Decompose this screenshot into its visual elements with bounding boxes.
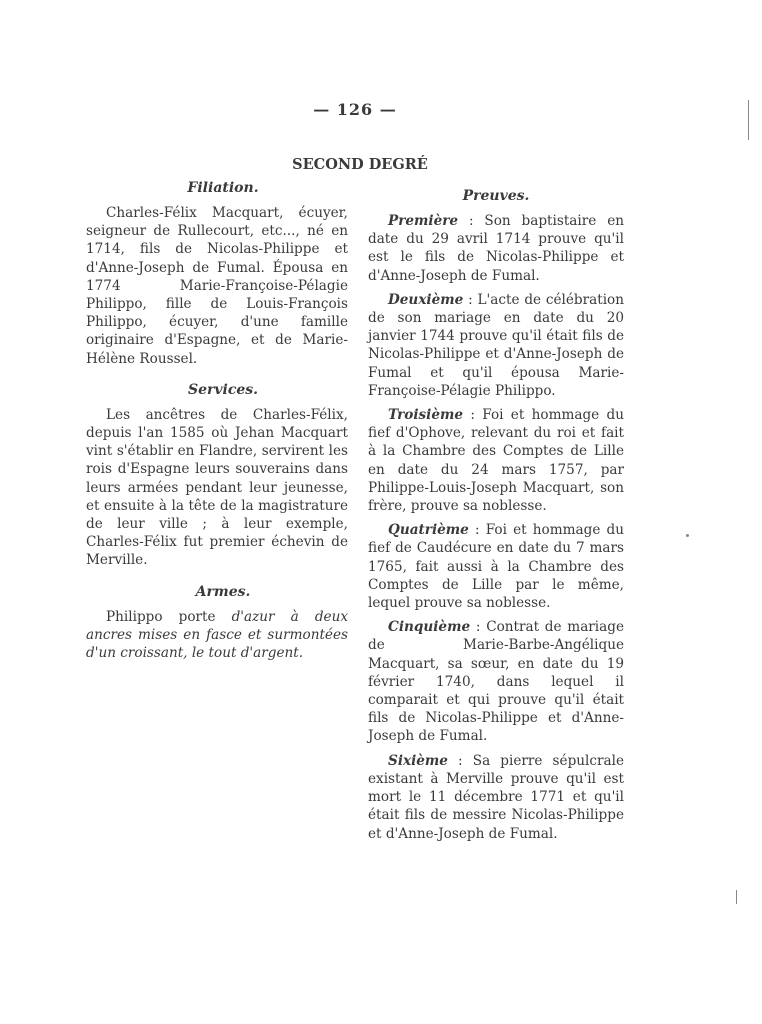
right-column (368, 186, 624, 843)
filiation-heading: Filiation. (187, 180, 259, 196)
proof-lead: Deuxième (388, 291, 464, 308)
left-column (86, 178, 348, 662)
services-text: Les ancêtres de Charles-Félix, depuis l'an 1585 où Jehan Macquart vint s'établir en Flandre, servirent les rois d'Espagne leurs souverains dans leurs armées pendant leur jeunesse, et ensuite à la tête de la magistrature de leur ville ; à leur exemple, Charles-Félix fut premier échevin de Merville. (86, 406, 348, 569)
armes-text (86, 608, 348, 663)
preuves-heading: Preuves. (462, 188, 530, 204)
proof-lead: Troisième (388, 407, 464, 424)
scan-mark (748, 100, 749, 140)
proof-text: : Foi et hommage du fief de Caudécure en date du 7 mars 1765, fait aussi à la Chambre des Comptes de Lille par le même, lequel prouve sa noblesse. (368, 522, 624, 612)
proof-lead: Quatrième (388, 522, 469, 539)
proof-lead: Première (388, 213, 459, 229)
proof-text: : Foi et hommage du fief d'Ophove, relevant du roi et fait à la Chambre des Comptes de Lille en date du 24 mars 1757, par Philippe-Louis-Joseph Macquart, son frère, prouve sa noblesse. (368, 407, 624, 515)
page-number: — 126 — (313, 100, 397, 119)
proof-item (368, 406, 624, 515)
proof-item (368, 752, 624, 843)
degree-title: SECOND DEGRÉ (292, 156, 428, 173)
proof-item (368, 291, 624, 400)
armes-prefix: Philippo porte (106, 608, 232, 625)
scan-mark (686, 534, 689, 537)
proof-lead: Sixième (388, 752, 448, 769)
proof-text: : Contrat de mariage de Marie-Barbe-Angélique Macquart, sa sœur, en date du 19 février 1740, dans lequel il comparait et qui prouve qu'il était fils de Nicolas-Philippe et d'Anne-Joseph de Fumal. (368, 619, 624, 745)
scan-mark (736, 890, 737, 904)
proof-item (368, 618, 624, 745)
filiation-text: Charles-Félix Macquart, écuyer, seigneur de Rullecourt, etc..., né en 1714, fils de Nicolas-Philippe et d'Anne-Joseph de Fumal. Épousa en 1774 Marie-Françoise-Pélagie Philippo, fille de Louis-François Philippo, écuyer, d'une famille originaire d'Espagne, et de Marie-Hélène Roussel. (86, 205, 348, 367)
proof-lead: Cinquième (388, 619, 471, 636)
proof-text: : Son baptistaire en date du 29 avril 1714 prouve qu'il est le fils de Nicolas-Philippe et d'Anne-Joseph de Fumal. (368, 213, 624, 284)
services-heading: Services. (187, 381, 259, 398)
proof-text: : Sa pierre sépulcrale existant à Merville prouve qu'il est mort le 11 décembre 1771 et qu'il était fils de messire Nicolas-Philippe et d'Anne-Joseph de Fumal. (368, 752, 624, 842)
proof-item (368, 521, 624, 612)
proof-text: : L'acte de célébration de son mariage en date du 20 janvier 1744 prouve qu'il était fils de Nicolas-Philippe et d'Anne-Joseph de Fumal et qu'il épousa Marie-Françoise-Pélagie Philippo. (368, 291, 624, 399)
armes-heading: Armes. (195, 583, 251, 600)
armes-blazon: d'azur à deux ancres mises en fasce et surmontées d'un croissant, le tout d'argent. (86, 608, 348, 662)
proof-item (368, 212, 624, 285)
